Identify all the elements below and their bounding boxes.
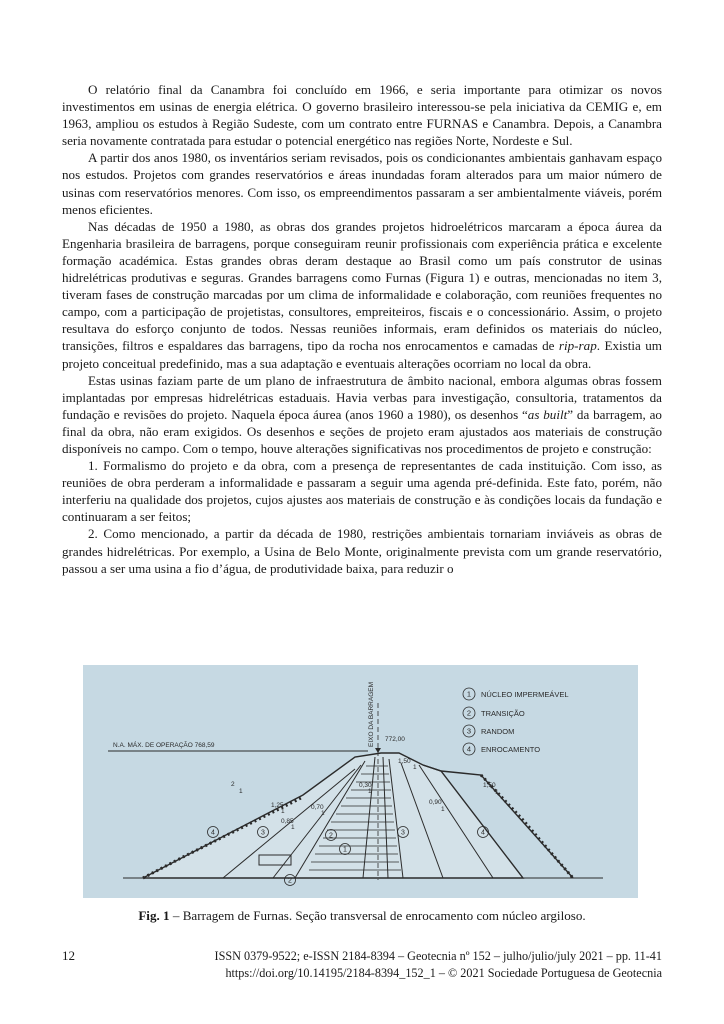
zone-number: 3 [261, 829, 265, 837]
slope-label: 1 [441, 806, 445, 813]
crest-elevation-label: 772,00 [385, 736, 405, 743]
slope-label: 1,50 [398, 758, 411, 765]
slope-label: 0,30 [359, 782, 372, 789]
figure-caption [62, 907, 662, 924]
dam-cross-section-figure [83, 665, 638, 898]
slope-label: 1 [321, 810, 325, 817]
slope-label: 1,25 [271, 802, 284, 809]
footer-issn: ISSN 0379-9522; e-ISSN 2184-8394 – Geotecnia nº 152 – julho/julio/july 2021 – pp. 11-41 [214, 949, 662, 963]
slope-label: 1 [413, 764, 417, 771]
slope-label: 2 [231, 781, 235, 788]
numbered-item: 1. Formalismo do projeto e da obra, com a presença de representantes de cada instituição. Com isso, as reuniões de obra perderam a informalidade e passaram a seguir uma agenda pré-definida. Este fato, porém, não interferiu na qualidade dos projetos, cujos ajustes aos materiais de construção e às condições locais da fundação e continuaram a ser feitos; [62, 458, 662, 525]
paragraph [62, 372, 662, 457]
slope-label: 0,70 [311, 804, 324, 811]
legend-label: TRANSIÇÃO [481, 709, 525, 718]
slope-label: 1 [281, 808, 285, 815]
zone-number: 2 [329, 832, 333, 840]
slope-label: 1 [239, 788, 243, 795]
legend-label: ENROCAMENTO [481, 745, 541, 754]
caption-label: Fig. 1 [138, 908, 170, 923]
legend-number: 4 [466, 744, 472, 754]
footer-doi: https://doi.org/10.14195/2184-8394_152_1 – © 2021 Sociedade Portuguesa de Geotecnia [225, 966, 662, 980]
paragraph-text: ” da barragem, ao final da obra, não eram exigidos. Os desenhos e seções de projeto eram ajustados aos materiais de construção disponíveis no campo. Com o tempo, houve alterações significativas nos procedimentos de projeto e construção: [62, 406, 662, 456]
italic-term: as built [527, 406, 568, 422]
paragraph-text: Nas décadas de 1950 a 1980, as obras dos grandes projetos hidroelétricos marcaram a época áurea da Engenharia brasileira de barragens, porque conseguiram reunir profissionais com experiência prática e excelente formação académica. Estas grandes obras deram destaque ao Brasil como um país construtor de usinas hidrelétricas produtivas e seguras. Grandes barragens como Furnas (Figura 1) e outras, mencionadas no item 3, tiveram fases de construção marcadas por um clima de informalidade e colaboração, com reuniões frequentes no campo, com a participação de projetistas, consultores, empreiteiros, fiscais e o concessionário. Assim, o projeto resultava do esforço conjunto de todos. Nessas reuniões informais, eram definidos os materiais do núcleo, transições, filtros e espaldares das barragens, tipo da rocha nos enrocamentos e camadas de [62, 218, 662, 354]
slope-label: 1 [495, 789, 499, 796]
slope-label: 0,90 [429, 799, 442, 806]
paragraph-text: Estas usinas faziam parte de um plano de infraestrutura de âmbito nacional, embora algumas obras fossem implantadas por empresas hidrelétricas estaduais. Havia verbas para investigação, consultoria, tratamentos da fundação e revisões do projeto. Naquela época áurea (anos 1960 a 1980), os desenhos “ [62, 372, 662, 422]
paragraph [62, 218, 662, 372]
paragraph-text: . Existia um projeto conceitual predefinido, mas a sua adaptação e eventuais alterações ocorriam no local da obra. [62, 338, 662, 371]
dam-axis-label: EIXO DA BARRAGEM [368, 681, 375, 747]
slope-label: 1 [291, 824, 295, 831]
paragraph: O relatório final da Canambra foi concluído em 1966, e seria importante para otimizar os novos investimentos em usinas de energia elétrica. O governo brasileiro interessou-se pela iniciativa da CEMIG e, em 1963, ampliou os estudos à Região Sudeste, com um contrato entre FURNAS e Canambra. Depois, a Canambra seria novamente contratada para estudar o potencial energético nas regiões Norte, Nordeste e Sul. [62, 82, 662, 149]
page-number: 12 [62, 948, 76, 963]
caption-text: – Barragem de Furnas. Seção transversal de enrocamento com núcleo argiloso. [169, 908, 586, 923]
legend-label: RANDOM [481, 727, 515, 736]
italic-term: rip-rap [558, 338, 597, 354]
zone-number: 4 [481, 829, 485, 837]
dam-cross-section-drawing [83, 665, 638, 898]
slope-label: 0,85 [281, 818, 294, 825]
legend-number: 2 [466, 708, 472, 718]
body-text [62, 81, 662, 577]
zone-number: 2 [288, 877, 292, 885]
legend-label: NÚCLEO IMPERMEÁVEL [481, 690, 569, 699]
legend-number: 1 [466, 689, 472, 699]
slope-label: 1 [368, 788, 372, 795]
page-footer [142, 948, 662, 982]
water-level-label: N.A. MÁX. DE OPERAÇÃO 768,59 [113, 742, 215, 749]
paragraph: A partir dos anos 1980, os inventários seriam revisados, pois os condicionantes ambientais ganhavam espaço nos estudos. Projetos com grandes reservatórios e áreas inundadas foram alterados para um maior número de usinas com reservatórios menores. Com isso, os empreendimentos passaram a ser ambientalmente viáveis, porém menos eficientes. [62, 150, 662, 217]
legend-number: 3 [466, 726, 472, 736]
numbered-item: 2. Como mencionado, a partir da década de 1980, restrições ambientais tornariam inviáveis as obras de grandes hidrelétricas. Por exemplo, a Usina de Belo Monte, originalmente prevista com um grande reservatório, passou a ser uma usina a fio d’água, de produtividade baixa, para reduzir o [62, 526, 662, 576]
zone-number: 1 [343, 846, 347, 854]
zone-number: 4 [211, 829, 215, 837]
zone-number: 3 [401, 829, 405, 837]
slope-label: 1,50 [483, 782, 496, 789]
